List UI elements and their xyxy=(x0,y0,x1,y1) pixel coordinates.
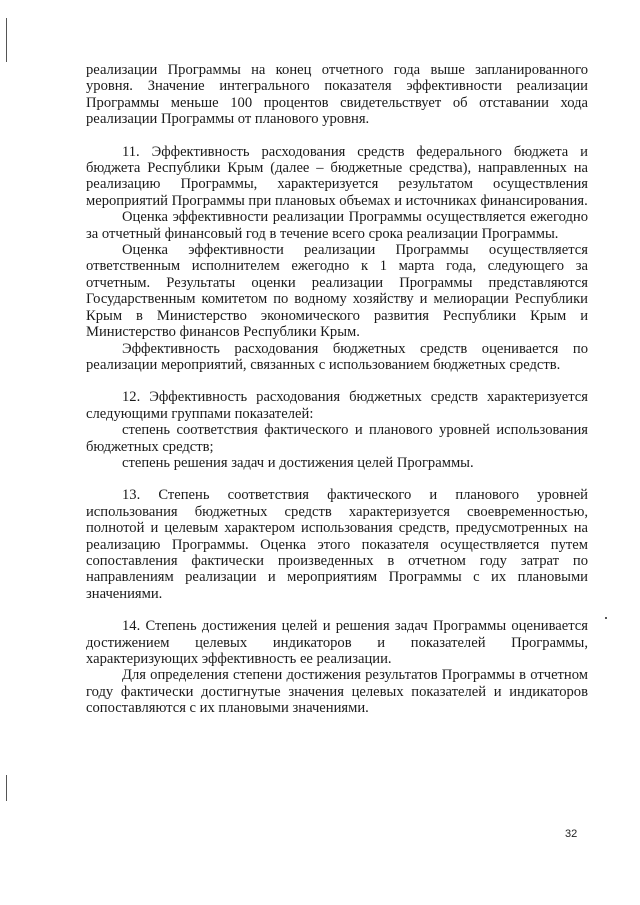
paragraph-12-indicator-groups: 12. Эффективность расходования бюджетных средств характеризуется следующими группами показателей: xyxy=(86,389,588,422)
paragraph-gap xyxy=(86,602,588,618)
paragraph-13-compliance-degree: 13. Степень соответствия фактического и планового уровней использования бюджетных средств характеризуется своевременностью, полнотой и целевым характером использования средств, предусмотренных на реализацию Программы. Оценка этого показателя осуществляется путем сопоставления фактически произведенных в отчетном году затрат по направлениям реализации и мероприятиям Программы с их плановыми значениями. xyxy=(86,487,588,602)
paragraph-14-goal-achievement: 14. Степень достижения целей и решения задач Программы оценивается достижением целевых индикаторов и показателей Программы, характеризующих эффективность ее реализации. xyxy=(86,618,588,667)
paragraph-efficiency-assessed: Эффективность расходования бюджетных средств оценивается по реализации мероприятий, связанных с использованием бюджетных средств. xyxy=(86,340,588,373)
paragraph-gap xyxy=(86,471,588,487)
paragraph-intro-continuation: реализации Программы на конец отчетного года выше запланированного уровня. Значение интегрального показателя эффективности реализации Программы меньше 100 процентов свидетельствует об отставании хода реализации Программы от планового уровня. xyxy=(86,62,588,128)
document-body xyxy=(86,62,588,717)
paragraph-14-result-comparison: Для определения степени достижения результатов Программы в отчетном году фактически достигнутые значения целевых показателей и индикаторов сопоставляются с их плановыми значениями. xyxy=(86,667,588,717)
scan-edge-mark-top xyxy=(6,18,7,62)
paragraph-12-group-2: степень решения задач и достижения целей Программы. xyxy=(122,454,474,471)
scan-dot xyxy=(605,617,607,619)
paragraph-gap xyxy=(86,373,588,389)
paragraph-11-budget-efficiency: 11. Эффективность расходования средств федерального бюджета и бюджета Республики Крым (далее – бюджетные средства), направленных на реализацию Программы, характеризуется результатом осуществления мероприятий Программы при плановых объемах и источниках финансирования. xyxy=(86,143,588,209)
paragraph-gap xyxy=(86,128,588,144)
paragraph-evaluation-submission: Оценка эффективности реализации Программы осуществляется ответственным исполнителем ежегодно к 1 марта года, следующего за отчетным. Результаты оценки реализации Программы представляются Государственным комитетом по водному хозяйству и мелиорации Республики Крым в Министерство экономического развития Республики Крым и Министерство финансов Республики Крым. xyxy=(86,242,588,341)
scan-edge-mark-bottom xyxy=(6,775,7,801)
paragraph-12-group-1: степень соответствия фактического и планового уровней использования бюджетных средств; xyxy=(86,422,588,455)
paragraph-evaluation-annual: Оценка эффективности реализации Программы осуществляется ежегодно за отчетный финансовый год в течение всего срока реализации Программы. xyxy=(86,209,588,242)
page-number: 32 xyxy=(565,828,578,840)
